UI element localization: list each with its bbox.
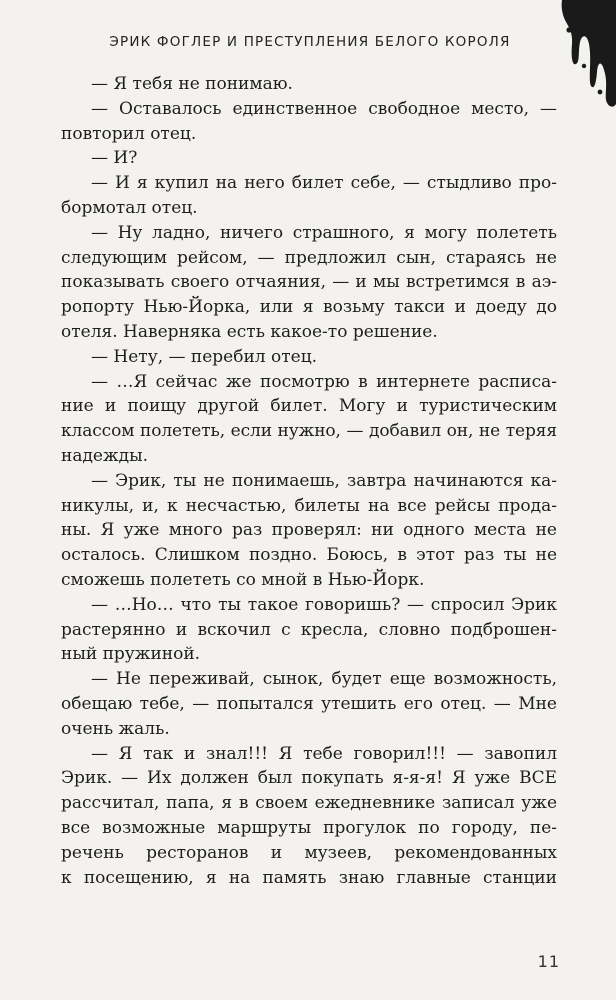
text-line: надежды.: [61, 445, 149, 466]
text-line: — Оставалось единственное свободное место, —: [91, 98, 557, 119]
text-line: сможешь полететь со мной в Нью-Йорк.: [61, 569, 425, 590]
text-line: отеля. Наверняка есть какое-то решение.: [61, 321, 438, 342]
text-line: к посещению, я на память знаю главные станции: [61, 867, 557, 888]
text-line: ропорту Нью-Йорка, или я возьму такси и доеду до: [61, 297, 557, 318]
text-line: показывать своего отчаяния, — и мы встретимся в аэ-: [61, 272, 557, 293]
text-line: — И я купил на него билет себе, — стыдливо про-: [91, 173, 557, 194]
text-line: — Я так и знал!!! Я тебе говорил!!! — завопил: [91, 743, 557, 764]
text-line: все возможные маршруты прогулок по городу, пе-: [61, 817, 557, 838]
text-line: ние и поищу другой билет. Могу и туристическим: [61, 396, 557, 417]
text-line: — Нету, — перебил отец.: [91, 346, 318, 367]
text-line: обещаю тебе, — попытался утешить его отец. — Мне: [61, 693, 557, 714]
text-line: Эрик. — Их должен был покупать я-я-я! Я уже ВСЕ: [61, 768, 557, 789]
text-line: рассчитал, папа, я в своем ежедневнике записал уже: [61, 793, 557, 814]
text-line: следующим рейсом, — предложил сын, стараясь не: [61, 247, 557, 268]
text-line: осталось. Слишком поздно. Боюсь, в этот раз ты не: [61, 545, 557, 566]
text-line: классом полететь, если нужно, — добавил он, не теряя: [61, 421, 557, 442]
text-line: — Не переживай, сынок, будет еще возможность,: [91, 669, 557, 690]
text-line: — …Я сейчас же посмотрю в интернете расписа-: [91, 371, 557, 392]
body-text: [61, 72, 557, 890]
text-line: — …Но… что ты такое говоришь? — спросил Эрик: [91, 594, 557, 615]
text-line: — Ну ладно, ничего страшного, я могу полететь: [91, 222, 557, 243]
text-line: ный пружиной.: [61, 644, 201, 665]
text-line: ны. Я уже много раз проверял: ни одного места не: [61, 520, 557, 541]
text-line: никулы, и, к несчастью, билеты на все рейсы прода-: [61, 495, 557, 516]
text-line: бормотал отец.: [61, 197, 198, 218]
text-line: речень ресторанов и музеев, рекомендованных: [61, 842, 557, 863]
page-number: 11: [537, 952, 560, 971]
text-line: повторил отец.: [61, 123, 197, 144]
running-head: ЭРИК ФОГЛЕР И ПРЕСТУПЛЕНИЯ БЕЛОГО КОРОЛЯ: [109, 34, 511, 50]
text-line: — Я тебя не понимаю.: [91, 74, 293, 94]
ink-splatter-decoration: [556, 0, 616, 110]
text-line: растерянно и вскочил с кресла, словно подброшен-: [61, 619, 557, 640]
text-line: очень жаль.: [61, 718, 170, 739]
text-line: — И?: [91, 148, 138, 169]
text-line: — Эрик, ты не понимаешь, завтра начинаются ка-: [91, 470, 557, 491]
